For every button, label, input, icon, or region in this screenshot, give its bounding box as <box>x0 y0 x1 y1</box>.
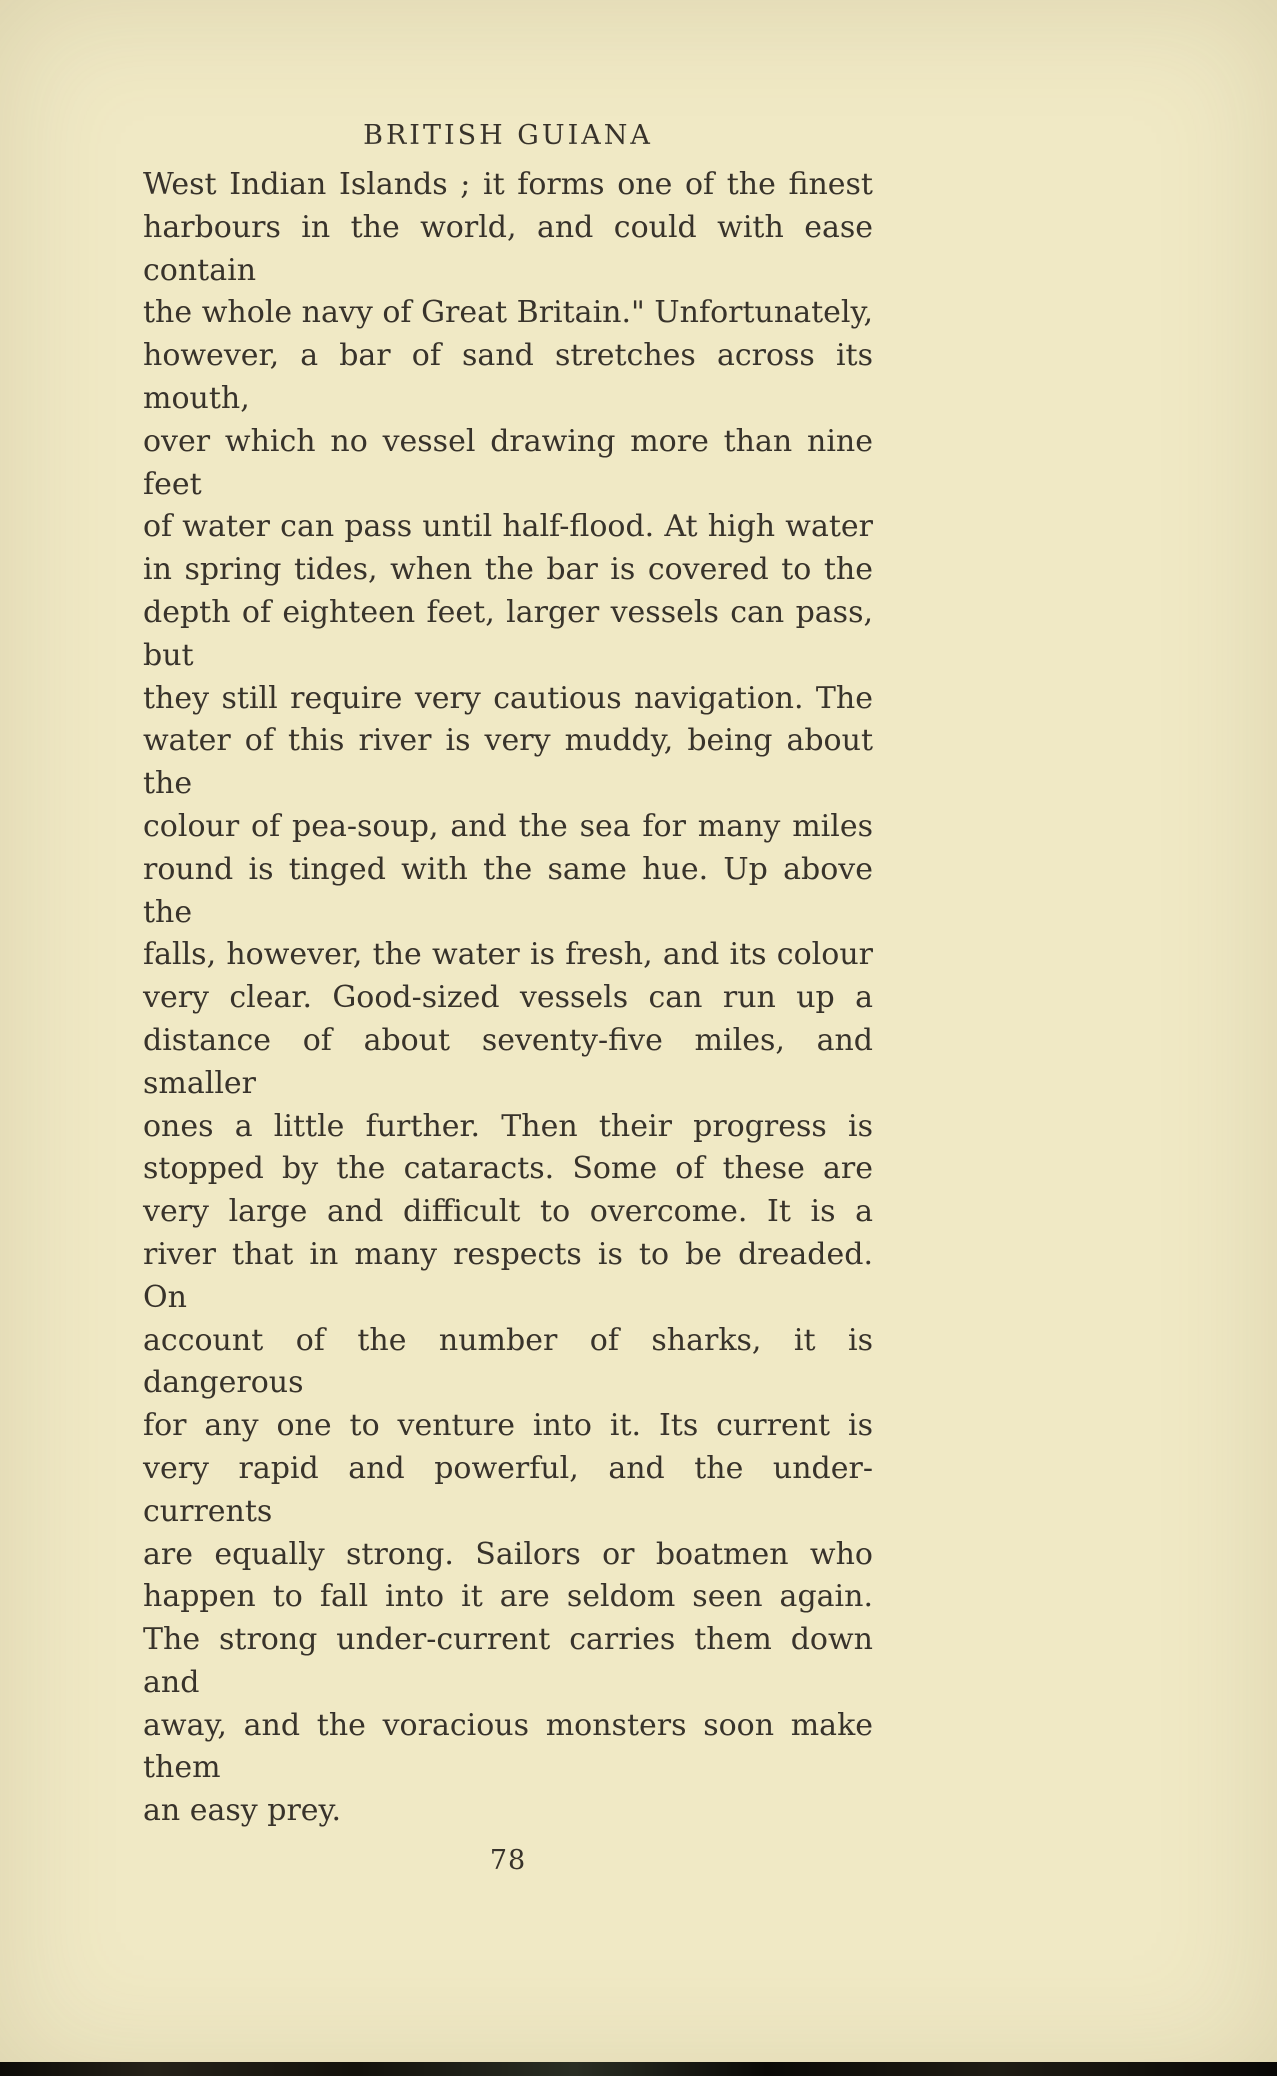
text-line: river that in many respects is to be dreaded. On <box>143 1236 873 1315</box>
scan-bottom-edge <box>0 2062 1277 2076</box>
text-line: the whole navy of Great Britain." Unfortunately, <box>143 295 873 331</box>
text-line: falls, however, the water is fresh, and its colour <box>143 937 873 973</box>
text-line: depth of eighteen feet, larger vessels can pass, but <box>143 594 873 673</box>
text-line: stopped by the cataracts. Some of these are <box>143 1151 873 1187</box>
text-line: however, a bar of sand stretches across its mouth, <box>143 338 873 416</box>
text-line: water of this river is very muddy, being about the <box>143 723 873 802</box>
text-line: away, and the voracious monsters soon make them <box>143 1707 873 1786</box>
text-line: distance of about seventy-five miles, and smaller <box>143 1022 873 1101</box>
text-line: ones a little further. Then their progress is <box>143 1108 873 1144</box>
text-line: are equally strong. Sailors or boatmen who <box>143 1536 873 1572</box>
text-line: West Indian Islands ; it forms one of the finest <box>143 167 873 202</box>
text-line: colour of pea-soup, and the sea for many miles <box>143 808 873 844</box>
page-number: 78 <box>489 1845 527 1877</box>
page-content <box>143 120 873 1876</box>
text-line: very large and difficult to overcome. It is a <box>143 1194 873 1230</box>
running-head: BRITISH GUIANA <box>363 120 653 151</box>
text-line: round is tinged with the same hue. Up above the <box>143 851 873 930</box>
text-line: happen to fall into it are seldom seen again. <box>143 1579 873 1615</box>
text-line: they still require very cautious navigation. The <box>143 680 873 716</box>
text-line: an easy prey. <box>143 1793 342 1829</box>
text-line: over which no vessel drawing more than nine feet <box>143 423 873 502</box>
text-line: harbours in the world, and could with ease contain <box>143 209 873 288</box>
text-line: account of the number of sharks, it is dangerous <box>143 1322 873 1401</box>
text-line: very clear. Good-sized vessels can run up a <box>143 980 873 1016</box>
text-line: in spring tides, when the bar is covered to the <box>143 552 873 588</box>
text-line: for any one to venture into it. Its current is <box>143 1408 873 1444</box>
text-line: of water can pass until half-flood. At high water <box>143 509 873 545</box>
body-text <box>143 164 873 1833</box>
text-line: The strong under-current carries them down and <box>143 1622 873 1700</box>
text-line: very rapid and powerful, and the under-currents <box>143 1450 873 1529</box>
